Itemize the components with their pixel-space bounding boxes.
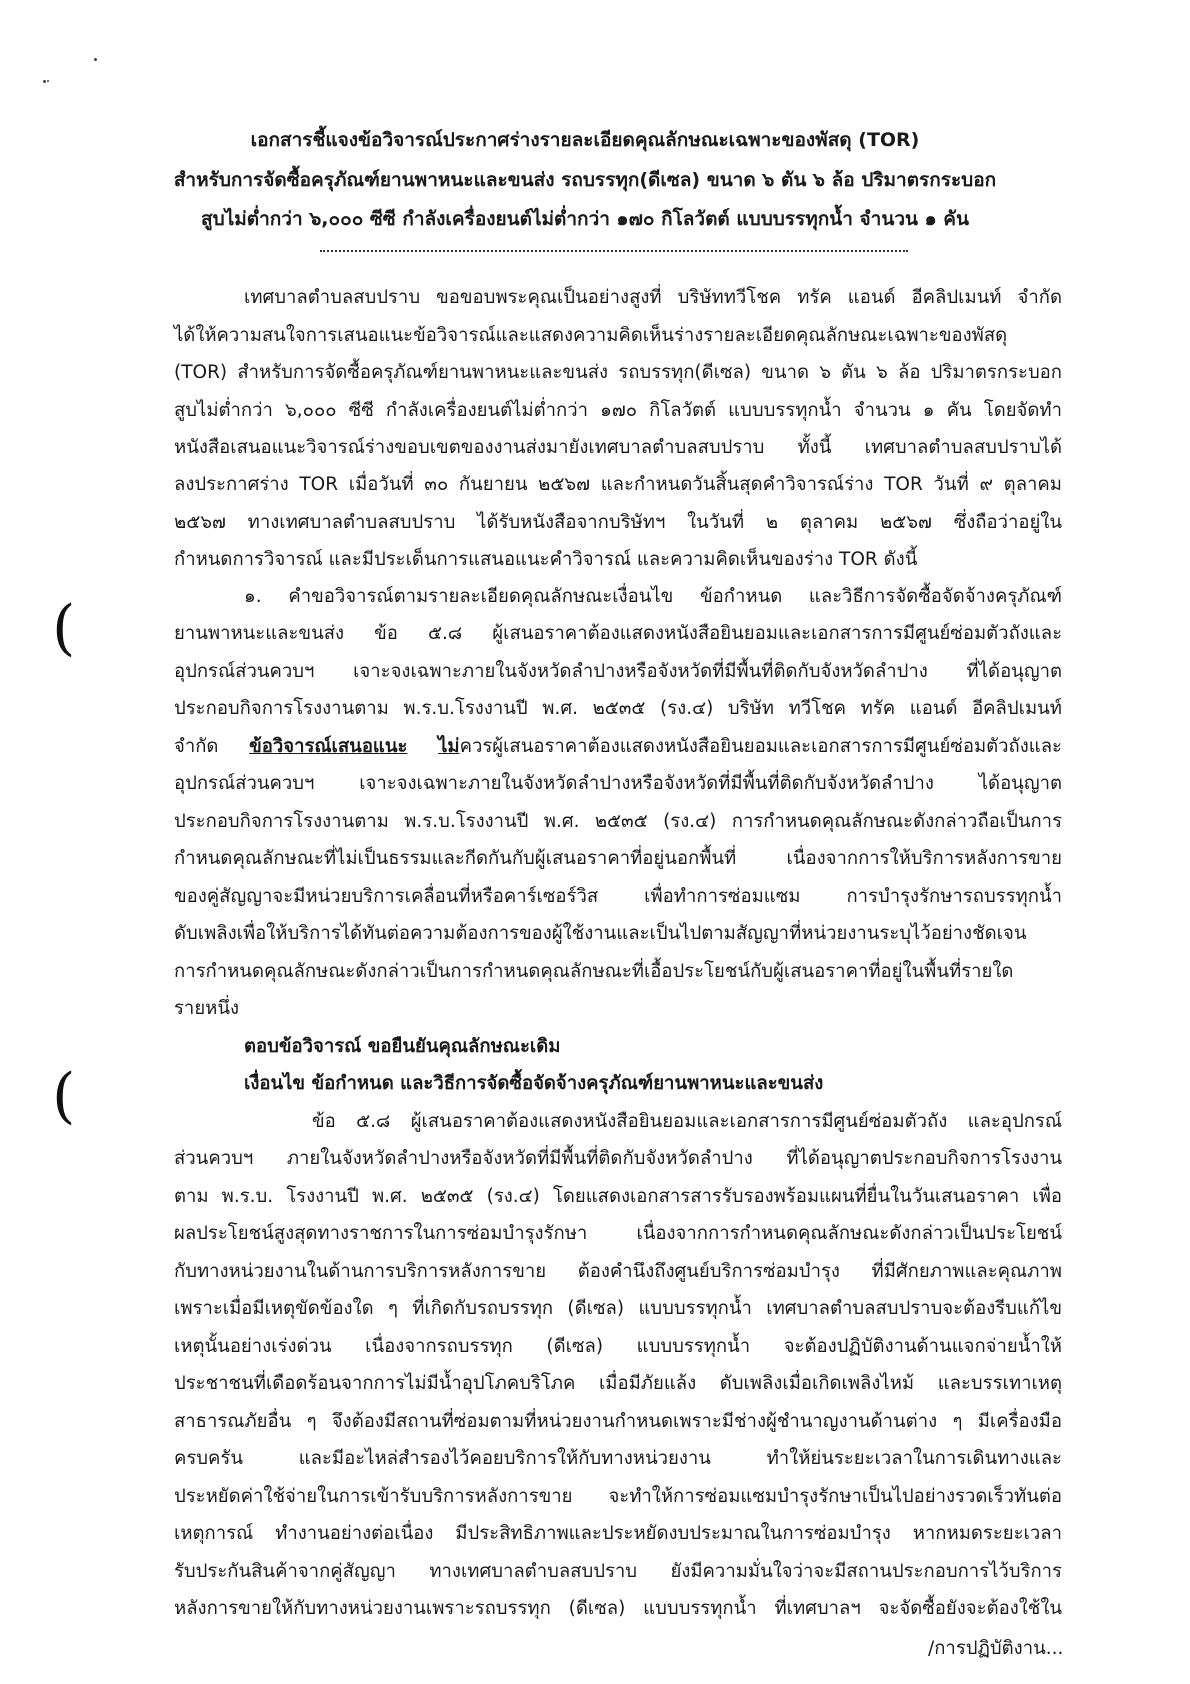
- response-line: เหตุการณ์ ทำงานอย่างต่อเนื่อง มีประสิทธิภาพและประหยัดงบประมาณในการซ่อมบำรุง หากหมดระยะเวลา: [174, 1523, 1062, 1544]
- intro-line: สูบไม่ต่ำกว่า ๖,๐๐๐ ซีซี กำลังเครื่องยนต์ไม่ต่ำกว่า ๑๗๐ กิโลวัตต์ แบบบรรทุกน้ำ จำนวน ๑ คัน โดยจัดทำ: [174, 399, 1062, 421]
- response-line: ประหยัดค่าใช้จ่ายในการเข้ารับบริการหลังการขาย จะทำให้การซ่อมแซมบำรุงรักษาเป็นไปอย่างรวดเร็วทันต่อ: [174, 1485, 1062, 1507]
- scan-speck: [94, 58, 97, 61]
- intro-line: กำหนดการวิจารณ์ และมีประเด็นการแสนอแนะคำวิจารณ์ และความคิดเห็นของร่าง TOR ดังนี้: [174, 549, 918, 571]
- suggestion-not: ไม่: [438, 735, 460, 757]
- continuation-note: /การปฏิบัติงาน...: [928, 1638, 1064, 1659]
- comment-line: ของคู่สัญญาจะมีหน่วยบริการเคลื่อนที่หรือคาร์เซอร์วิส เพื่อทำการซ่อมแซม การบำรุงรักษารถบรรทุกน้ำ: [174, 885, 1062, 907]
- comment-line: [174, 735, 1062, 757]
- response-line: ประชาชนที่เดือดร้อนจากการไม่มีน้ำอุปโภคบริโภค เมื่อมีภัยแล้ง ดับเพลิงเมื่อเกิดเพลิงไหม้ และบรรเทาเหตุ: [174, 1373, 1062, 1395]
- comment-line: กำหนดคุณลักษณะที่ไม่เป็นธรรมและกีดกันกับผู้เสนอราคาที่อยู่นอกพื้นที่ เนื่องจากการให้บริการหลังการขาย: [174, 848, 1062, 870]
- document-title-line: เอกสารชี้แจงข้อวิจารณ์ประกาศร่างรายละเอียดคุณลักษณะเฉพาะของพัสดุ (TOR): [250, 129, 920, 151]
- response-line: กับทางหน่วยงานในด้านการบริการหลังการขาย ต้องคำนึงถึงศูนย์บริการซ่อมบำรุง ที่มีศักยภาพและคุณภาพ: [174, 1260, 1062, 1282]
- comment-line: ประกอบกิจการโรงงานตาม พ.ร.บ.โรงงานปี พ.ศ. ๒๕๓๕ (รง.๔) การกำหนดคุณลักษณะดังกล่าวถือเป็นการ: [174, 810, 1062, 832]
- comment-line: การกำหนดคุณลักษณะดังกล่าวเป็นการกำหนดคุณลักษณะที่เอื้อประโยชน์กับผู้เสนอราคาที่อยู่ในพื้นที่รายใด: [174, 960, 1014, 982]
- comment-line: รายหนึ่ง: [174, 998, 240, 1020]
- punch-hole-mark: (: [52, 1061, 76, 1131]
- intro-line: หนังสือเสนอแนะวิจารณ์ร่างขอบเขตของงานส่งมายังเทศบาลตำบลสบปราบ ทั้งนี้ เทศบาลตำบลสบปราบได้: [174, 436, 1062, 458]
- response-line: เพราะเมื่อมีเหตุขัดข้องใด ๆ ที่เกิดกับรถบรรทุก (ดีเซล) แบบบรรทุกน้ำ เทศบาลตำบลสบปราบจะต้องรีบแก้ไข: [174, 1298, 1062, 1320]
- response-line: ส่วนควบฯ ภายในจังหวัดลำปางหรือจังหวัดที่มีพื้นที่ติดกับจังหวัดลำปาง ที่ได้อนุญาตประกอบกิจการโรงงาน: [174, 1148, 1062, 1170]
- comment-line: ๑. คำขอวิจารณ์ตามรายละเอียดคุณลักษณะเงื่อนไข ข้อกำหนด และวิธีการจัดซื้อจัดจ้างครุภัณฑ์: [244, 585, 1062, 607]
- scan-speck: [43, 80, 46, 83]
- intro-line: เทศบาลตำบลสบปราบ ขอขอบพระคุณเป็นอย่างสูงที่ บริษัททวีโชค ทรัค แอนด์ อีคลิปเมนท์ จำกัด: [244, 287, 1062, 308]
- response-line: ผลประโยชน์สูงสุดทางราชการในการซ่อมบำรุงรักษา เนื่องจากการกำหนดคุณลักษณะดังกล่าวเป็นประโยชน์: [174, 1223, 1062, 1245]
- scan-speck: [47, 80, 49, 82]
- response-line: รับประกันสินค้าจากคู่สัญญา ทางเทศบาลตำบลสบปราบ ยังมีความมั่นใจว่าจะมีสถานประกอบการไว้บริการ: [174, 1560, 1062, 1582]
- intro-line: ๒๕๖๗ ทางเทศบาลตำบลสบปราบ ได้รับหนังสือจากบริษัทฯ ในวันที่ ๒ ตุลาคม ๒๕๖๗ ซึ่งถือว่าอยู่ใน: [174, 511, 1062, 533]
- title-divider: [320, 250, 908, 252]
- comment-line: ประกอบกิจการโรงงานตาม พ.ร.บ.โรงงานปี พ.ศ. ๒๕๓๕ (รง.๔) บริษัท ทวีโชค ทรัค แอนด์ อีคลิปเมนท์: [174, 698, 1062, 720]
- response-line: หลังการขายให้กับทางหน่วยงานเพราะรถบรรทุก (ดีเซล) แบบบรรทุกน้ำ ที่เทศบาลฯ จะจัดซื้อยังจะต้องใช้ใน: [174, 1598, 1062, 1619]
- suggestion-label: ข้อวิจารณ์เสนอแนะ: [249, 735, 408, 757]
- document-title-line: สูบไม่ต่ำกว่า ๖,๐๐๐ ซีซี กำลังเครื่องยนต์ไม่ต่ำกว่า ๑๗๐ กิโลวัตต์ แบบบรรทุกน้ำ จำนวน ๑ คัน: [201, 208, 969, 230]
- comment-line: อุปกรณ์ส่วนควบฯ เจาะจงเฉพาะภายในจังหวัดลำปางหรือจังหวัดที่มีพื้นที่ติดกับจังหวัดลำปาง ได้อนุญาต: [174, 773, 1062, 795]
- intro-line: (TOR) สำหรับการจัดซื้อครุภัณฑ์ยานพาหนะและขนส่ง รถบรรทุก(ดีเซล) ขนาด ๖ ตัน ๖ ล้อ ปริมาตรกระบอก: [174, 362, 1062, 383]
- comment-line: ดับเพลิงเพื่อให้บริการได้ทันต่อความต้องการของผู้ใช้งานและเป็นไปตามสัญญาที่หน่วยงานระบุไว้อย่างชัดเจน: [174, 923, 1027, 945]
- response-line: เหตุนั้นอย่างเร่งด่วน เนื่องจากรถบรรทุก (ดีเซล) แบบบรรทุกน้ำ จะต้องปฏิบัติงานด้านแจกจ่ายน้ำให้: [174, 1335, 1062, 1357]
- response-line: ข้อ ๕.๘ ผู้เสนอราคาต้องแสดงหนังสือยินยอมและเอกสารการมีศูนย์ซ่อมตัวถัง และอุปกรณ์: [312, 1110, 1062, 1132]
- intro-line: ลงประกาศร่าง TOR เมื่อวันที่ ๓๐ กันยายน ๒๕๖๗ และกำหนดวันสิ้นสุดคำวิจารณ์ร่าง TOR วันที่ ๙ ตุลาคม: [174, 474, 1062, 496]
- suggestion-text: ควรผู้เสนอราคาต้องแสดงหนังสือยินยอมและเอกสารการมีศูนย์ซ่อมตัวถังและ: [459, 735, 1062, 757]
- response-line: ครบครัน และมีอะไหล่สำรองไว้คอยบริการให้กับทางหน่วยงาน ทำให้ย่นระยะเวลาในการเดินทางและ: [174, 1448, 1062, 1470]
- comment-line: อุปกรณ์ส่วนควบฯ เจาะจงเฉพาะภายในจังหวัดลำปางหรือจังหวัดที่มีพื้นที่ติดกับจังหวัดลำปาง ที่ได้อนุญาต: [174, 660, 1062, 682]
- intro-line: ได้ให้ความสนใจการเสนอแนะข้อวิจารณ์และแสดงความคิดเห็นร่างรายละเอียดคุณลักษณะเฉพาะของพัสดุ: [174, 324, 1008, 346]
- document-title-line: สำหรับการจัดซื้อครุภัณฑ์ยานพาหนะและขนส่ง รถบรรทุก(ดีเซล) ขนาด ๖ ตัน ๖ ล้อ ปริมาตรกระบอก: [173, 169, 997, 191]
- company-suffix: จำกัด: [174, 735, 250, 757]
- response-line: สาธารณภัยอื่น ๆ จึงต้องมีสถานที่ซ่อมตามที่หน่วยงานกำหนดเพราะมีช่างผู้ชำนาญงานด้านต่าง ๆ มีเครื่องมือ: [174, 1410, 1062, 1432]
- response-line: ตาม พ.ร.บ. โรงงานปี พ.ศ. ๒๕๓๕ (รง.๔) โดยแสดงเอกสารสารรับรองพร้อมแผนที่ยื่นในวันเสนอราคา เพื่อ: [174, 1185, 1062, 1207]
- comment-line: ยานพาหนะและขนส่ง ข้อ ๕.๘ ผู้เสนอราคาต้องแสดงหนังสือยินยอมและเอกสารการมีศูนย์ซ่อมตัวถังและ: [174, 623, 1062, 645]
- punch-hole-mark: (: [52, 593, 76, 663]
- response-heading: ตอบข้อวิจารณ์ ขอยืนยันคุณลักษณะเดิม: [244, 1035, 561, 1057]
- response-subheading: เงื่อนไข ข้อกำหนด และวิธีการจัดซื้อจัดจ้างครุภัณฑ์ยานพาหนะและขนส่ง: [244, 1073, 824, 1095]
